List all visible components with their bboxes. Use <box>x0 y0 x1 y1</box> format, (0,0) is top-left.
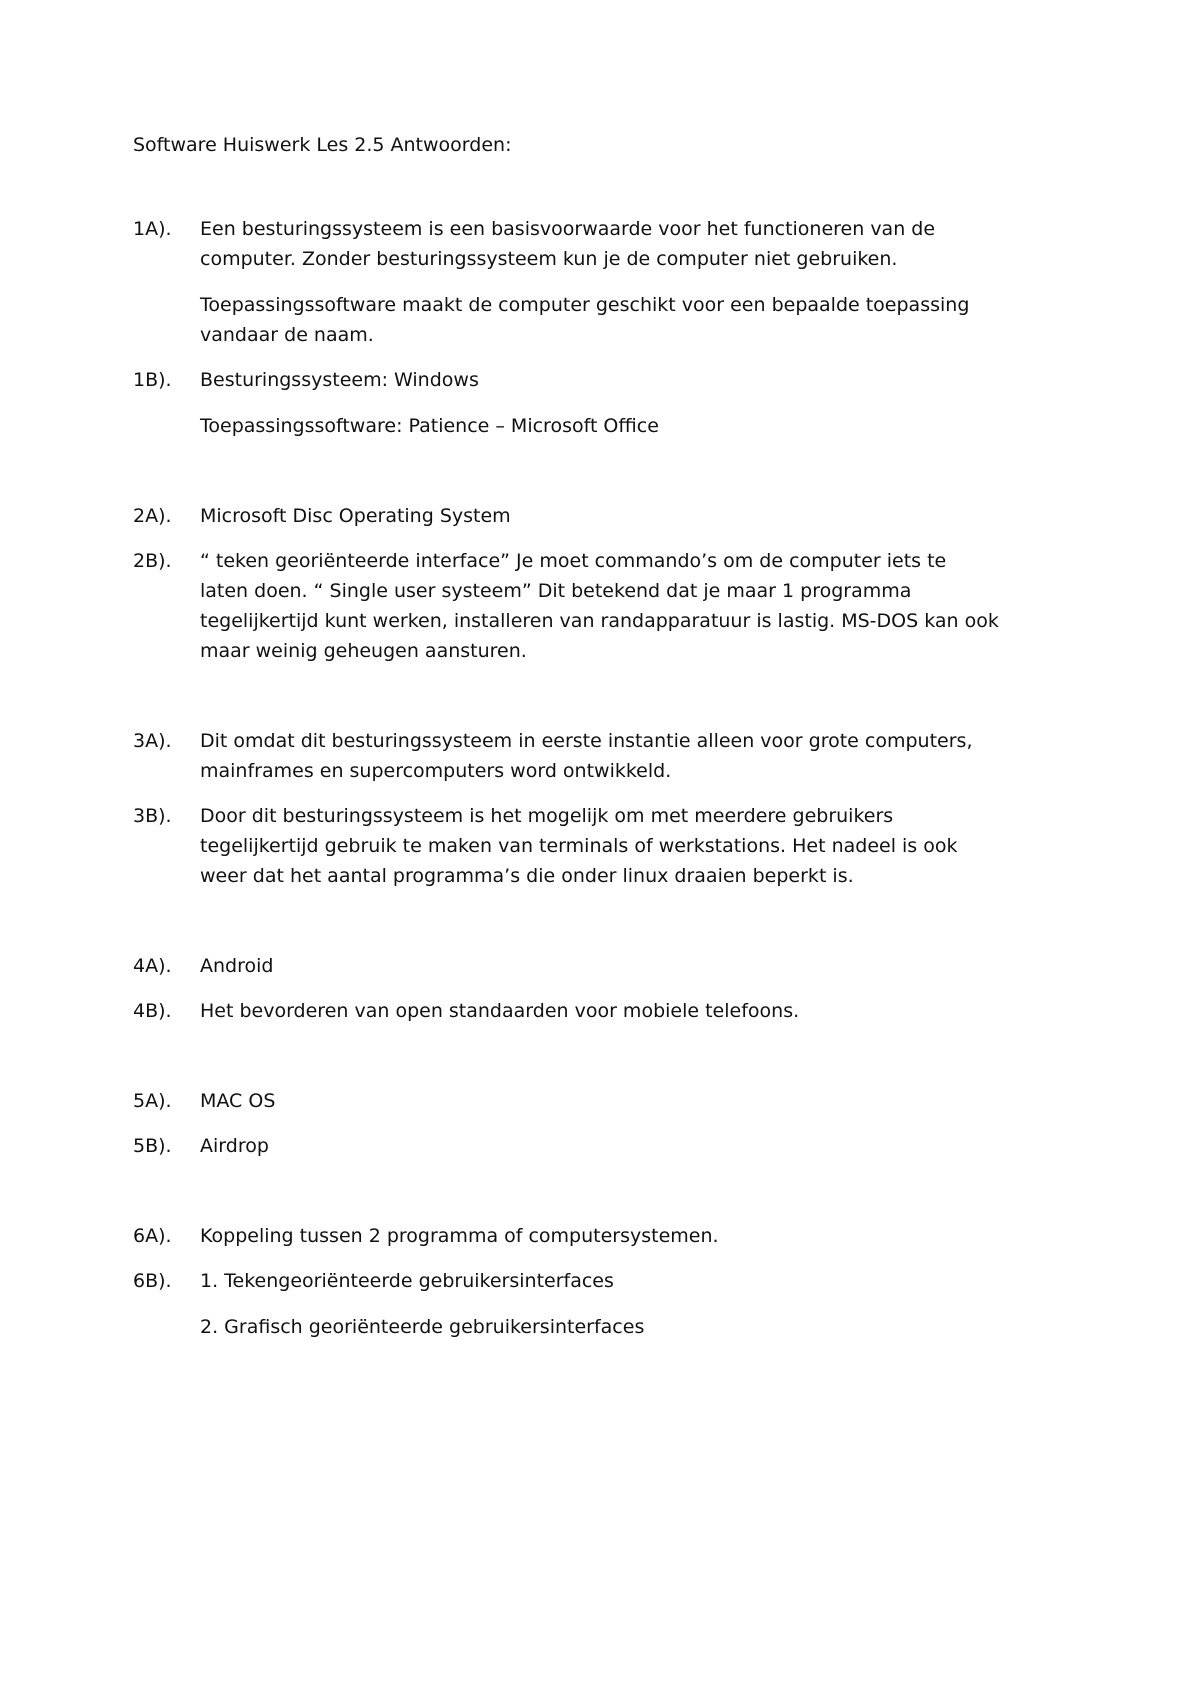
question-label: 5B). <box>133 1135 172 1157</box>
page-title: Software Huiswerk Les 2.5 Antwoorden: <box>133 134 512 156</box>
answer-body <box>200 501 1000 531</box>
qa-item-1a <box>133 214 1105 350</box>
qa-item-3a <box>133 726 1105 786</box>
qa-item-4a <box>133 951 1105 981</box>
answer-body <box>200 1086 1000 1116</box>
qa-item-5b <box>133 1131 1105 1161</box>
answer-body <box>200 1266 1000 1342</box>
qa-item-2b <box>133 546 1105 666</box>
qa-item-2a <box>133 501 1105 531</box>
answer-paragraph: “ teken georiënteerde interface” Je moet commando’s om de computer iets te laten doen. “ Single user systeem” Dit betekend dat je maar 1 programma tegelijkertijd kunt werken, installeren van randapparatuur is lastig. MS-DOS kan ook maar weinig geheugen aansturen. <box>200 550 999 662</box>
answer-body <box>200 801 1000 891</box>
question-label: 4A). <box>133 955 172 977</box>
question-label: 3B). <box>133 805 172 827</box>
answer-paragraph: Besturingssysteem: Windows <box>200 369 479 391</box>
answer-paragraph: Android <box>200 955 274 977</box>
answer-paragraph: Microsoft Disc Operating System <box>200 505 511 527</box>
answer-body <box>200 726 1000 786</box>
answer-paragraph: Airdrop <box>200 1135 269 1157</box>
question-label: 1A). <box>133 218 172 240</box>
answer-body <box>200 365 1000 441</box>
qa-item-1b <box>133 365 1105 441</box>
question-label: 6A). <box>133 1225 172 1247</box>
qa-item-5a <box>133 1086 1105 1116</box>
question-label: 3A). <box>133 730 172 752</box>
answer-body <box>200 951 1000 981</box>
answer-paragraph: Dit omdat dit besturingssysteem in eerste instantie alleen voor grote computers, mainframes en supercomputers word ontwikkeld. <box>200 730 973 782</box>
question-label: 6B). <box>133 1270 172 1292</box>
qa-item-4b <box>133 996 1105 1026</box>
question-label: 4B). <box>133 1000 172 1022</box>
answer-paragraph: Door dit besturingssysteem is het mogelijk om met meerdere gebruikers tegelijkertijd gebruik te maken van terminals of werkstations. Het nadeel is ook weer dat het aantal programma’s die onder linux draaien beperkt is. <box>200 805 958 887</box>
answer-body <box>200 214 1000 350</box>
answer-body <box>200 546 1000 666</box>
answer-body <box>200 1221 1000 1251</box>
qa-item-3b <box>133 801 1105 891</box>
qa-item-6a <box>133 1221 1105 1251</box>
answer-paragraph: 2. Grafisch georiënteerde gebruikersinterfaces <box>200 1316 645 1338</box>
question-label: 1B). <box>133 369 172 391</box>
question-label: 5A). <box>133 1090 172 1112</box>
answer-paragraph: Toepassingssoftware maakt de computer geschikt voor een bepaalde toepassing vandaar de naam. <box>200 294 970 346</box>
answer-body <box>200 996 1000 1026</box>
qa-item-6b <box>133 1266 1105 1342</box>
answer-body <box>200 1131 1000 1161</box>
question-label: 2A). <box>133 505 172 527</box>
answer-paragraph: MAC OS <box>200 1090 276 1112</box>
answer-paragraph: Toepassingssoftware: Patience – Microsoft Office <box>200 415 659 437</box>
answer-paragraph: 1. Tekengeoriënteerde gebruikersinterfaces <box>200 1270 614 1292</box>
answer-paragraph: Koppeling tussen 2 programma of computersystemen. <box>200 1225 719 1247</box>
answer-paragraph: Het bevorderen van open standaarden voor mobiele telefoons. <box>200 1000 800 1022</box>
answer-paragraph: Een besturingssysteem is een basisvoorwaarde voor het functioneren van de computer. Zonder besturingssysteem kun je de computer niet gebruiken. <box>200 218 936 270</box>
question-label: 2B). <box>133 550 172 572</box>
